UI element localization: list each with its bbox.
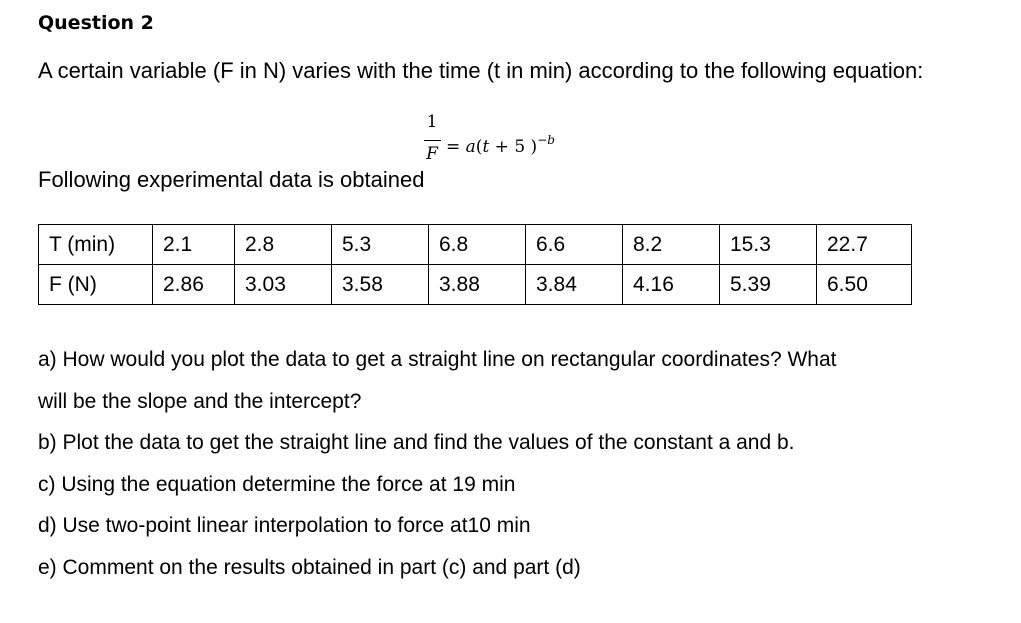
table-cell: 8.2 bbox=[623, 225, 720, 265]
question-a-line-2: will be the slope and the intercept? bbox=[38, 389, 362, 413]
fraction-denominator: F bbox=[426, 144, 438, 164]
equation-right-side bbox=[446, 128, 555, 159]
table-cell: 3.88 bbox=[429, 265, 526, 305]
table-cell: 22.7 bbox=[817, 225, 912, 265]
table-cell: 2.86 bbox=[153, 265, 235, 305]
table-cell: 3.03 bbox=[235, 265, 332, 305]
table-cell: 3.58 bbox=[332, 265, 429, 305]
question-b: b) Plot the data to get the straight line and find the values of the constant a and b. bbox=[38, 431, 795, 454]
question-d: d) Use two-point linear interpolation to force at10 min bbox=[38, 514, 531, 537]
table-cell: 2.8 bbox=[235, 225, 332, 265]
table-cell: 5.39 bbox=[720, 265, 817, 305]
intro-paragraph: A certain variable (F in N) varies with the time (t in min) according to the following equation: bbox=[38, 58, 924, 83]
data-table bbox=[38, 224, 912, 305]
row-header-time: T (min) bbox=[39, 225, 153, 265]
table-cell: 6.50 bbox=[817, 265, 912, 305]
eq-prefix: = bbox=[446, 137, 466, 157]
eq-variable-a: a bbox=[465, 137, 476, 157]
fraction-bar bbox=[424, 140, 441, 141]
table-cell: 15.3 bbox=[720, 225, 817, 265]
table-cell: 6.6 bbox=[526, 225, 623, 265]
table-cell: 3.84 bbox=[526, 265, 623, 305]
eq-rest: + 5 ) bbox=[489, 137, 538, 157]
row-header-force: F (N) bbox=[39, 265, 153, 305]
eq-exponent: −b bbox=[537, 133, 555, 147]
question-list bbox=[38, 339, 968, 588]
following-text: Following experimental data is obtained bbox=[38, 167, 425, 192]
table-cell: 4.16 bbox=[623, 265, 720, 305]
question-e: e) Comment on the results obtained in part (c) and part (d) bbox=[38, 555, 581, 579]
table-cell: 5.3 bbox=[332, 225, 429, 265]
table-row-time bbox=[39, 225, 912, 265]
fraction-numerator: 1 bbox=[426, 112, 438, 132]
table-row-force bbox=[39, 265, 912, 305]
table-cell: 6.8 bbox=[429, 225, 526, 265]
question-c: c) Using the equation determine the force at 19 min bbox=[38, 472, 516, 496]
eq-variable-t: t bbox=[482, 137, 490, 157]
eq-paren-open: ( bbox=[475, 137, 483, 157]
question-heading: Question 2 bbox=[38, 12, 154, 34]
table-cell: 2.1 bbox=[153, 225, 235, 265]
question-a-line-1: a) How would you plot the data to get a straight line on rectangular coordinates? What bbox=[38, 348, 837, 371]
